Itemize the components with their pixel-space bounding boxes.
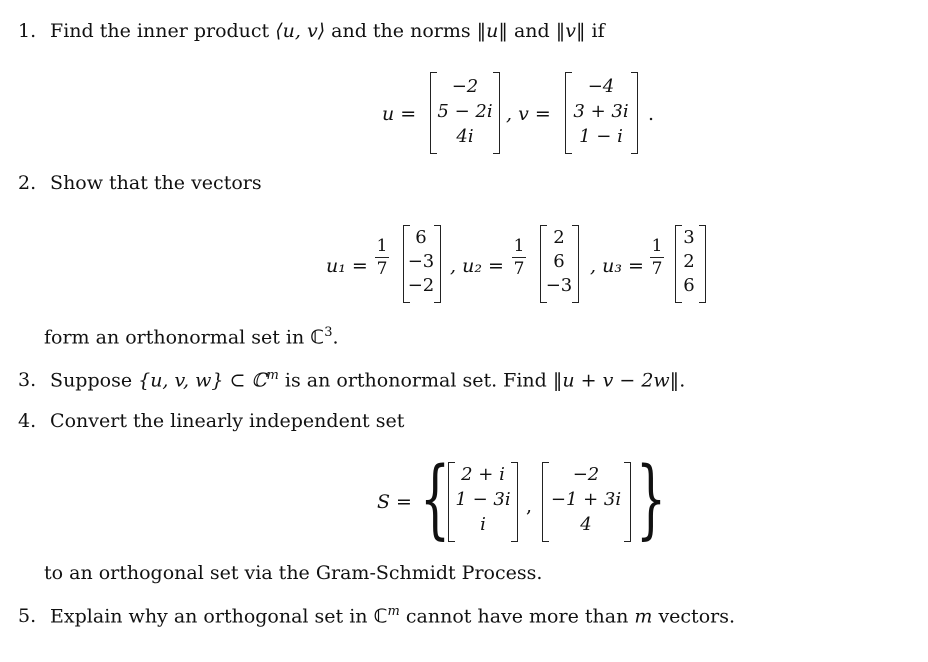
equation-period: . <box>648 103 655 125</box>
fraction-numerator: 1 <box>376 236 388 256</box>
vector-entry: −2 <box>451 75 479 97</box>
problem-text: is an orthonormal set. Find <box>284 369 547 392</box>
right-bracket <box>572 225 579 303</box>
complex-symbol: ℂ <box>310 326 325 349</box>
right-bracket <box>624 462 631 542</box>
vector-entry: 6 <box>683 275 695 296</box>
fraction-numerator: 1 <box>513 236 525 256</box>
problem-text: Convert the linearly independent set <box>50 410 405 432</box>
problem-number: 1. <box>18 20 37 42</box>
fraction-one-seventh <box>512 236 526 279</box>
vector-u3 <box>677 226 701 298</box>
exponent: m <box>387 604 400 619</box>
vector-entry: 5 − 2i <box>437 100 493 122</box>
problem-text: Find the inner product <box>50 20 270 42</box>
complex-symbol: ℂ <box>373 605 388 628</box>
problem-5 <box>18 604 735 627</box>
vector-entry: 6 <box>415 227 427 248</box>
fraction-denominator: 7 <box>651 259 663 279</box>
problem-number: 5. <box>18 605 37 628</box>
u-label: u = <box>382 103 417 125</box>
fraction-one-seventh <box>375 236 389 279</box>
vector-v <box>569 74 633 150</box>
vector-entry: 6 <box>553 251 565 272</box>
problem-number: 2. <box>18 172 37 194</box>
fraction-one-seventh <box>650 236 664 279</box>
right-bracket <box>511 462 518 542</box>
exponent: 3 <box>324 325 333 340</box>
vector-entry: 1 − 3i <box>455 488 511 510</box>
s-label: S = <box>377 491 412 513</box>
vector-entry: 3 <box>683 227 695 248</box>
norm-expr: ‖u + v − 2w‖ <box>552 369 680 392</box>
vector-s1 <box>452 463 514 537</box>
v-label: , v = <box>506 103 551 125</box>
problem-1 <box>18 20 605 42</box>
norm-v-expr: ‖v‖ <box>555 20 586 42</box>
vector-entry: −3 <box>545 275 573 296</box>
fraction-bar <box>650 257 664 258</box>
problem-text: and <box>513 20 550 42</box>
set-expr: {u, v, w} ⊂ ℂ <box>138 369 267 392</box>
right-bracket <box>434 225 441 303</box>
problem-text: vectors. <box>658 605 736 628</box>
problem-text: and the norms <box>331 20 471 42</box>
u3-label: , u₃ = <box>590 255 644 277</box>
exponent: m <box>266 368 279 383</box>
problem-2-conclusion <box>44 325 339 348</box>
problem-text: cannot have more than <box>405 605 629 628</box>
vector-entry: 2 + i <box>461 464 505 486</box>
problem-4 <box>18 410 404 432</box>
vector-u1 <box>405 226 437 298</box>
u2-label: , u₂ = <box>450 255 504 277</box>
problem-text: . <box>332 326 339 349</box>
variable-m: m <box>634 605 653 628</box>
problem-text: if <box>591 20 605 42</box>
vector-entry: −2 <box>572 464 600 486</box>
vector-entry: 3 + 3i <box>573 100 629 122</box>
left-brace: { <box>420 449 451 549</box>
problem-4-conclusion: to an orthogonal set via the Gram-Schmidt Process. <box>44 562 543 584</box>
problem-text: Show that the vectors <box>50 172 262 194</box>
fraction-numerator: 1 <box>651 236 663 256</box>
vector-u2 <box>542 226 576 298</box>
problem-number: 4. <box>18 410 37 432</box>
set-comma: , <box>526 495 533 517</box>
problem-text: Explain why an orthogonal set in <box>50 605 368 628</box>
vector-entry: i <box>480 513 486 535</box>
right-bracket <box>631 72 638 154</box>
right-bracket <box>699 225 706 303</box>
vector-entry: −3 <box>407 251 435 272</box>
problem-text: Suppose <box>50 369 133 392</box>
problem-2 <box>18 172 262 194</box>
problem-number: 3. <box>18 369 37 392</box>
vector-entry: 1 − i <box>579 126 623 148</box>
fraction-bar <box>512 257 526 258</box>
vector-entry: 4 <box>580 513 592 535</box>
fraction-denominator: 7 <box>513 259 525 279</box>
inner-product-expr: ⟨u, v⟩ <box>275 20 326 42</box>
vector-entry: −1 + 3i <box>550 488 622 510</box>
vector-u <box>434 74 496 150</box>
fraction-bar <box>375 257 389 258</box>
problem-3 <box>18 368 685 391</box>
problem-text: form an orthonormal set in <box>44 326 305 349</box>
vector-s2 <box>546 463 626 537</box>
u1-label: u₁ = <box>326 255 368 277</box>
right-bracket <box>493 72 500 154</box>
vector-entry: −2 <box>407 275 435 296</box>
fraction-denominator: 7 <box>376 259 388 279</box>
vector-entry: 2 <box>683 251 695 272</box>
problem-text: . <box>679 369 686 392</box>
right-brace: } <box>636 449 667 549</box>
vector-entry: 4i <box>456 126 474 148</box>
vector-entry: 2 <box>553 227 565 248</box>
norm-u-expr: ‖u‖ <box>476 20 508 42</box>
vector-entry: −4 <box>587 75 615 97</box>
